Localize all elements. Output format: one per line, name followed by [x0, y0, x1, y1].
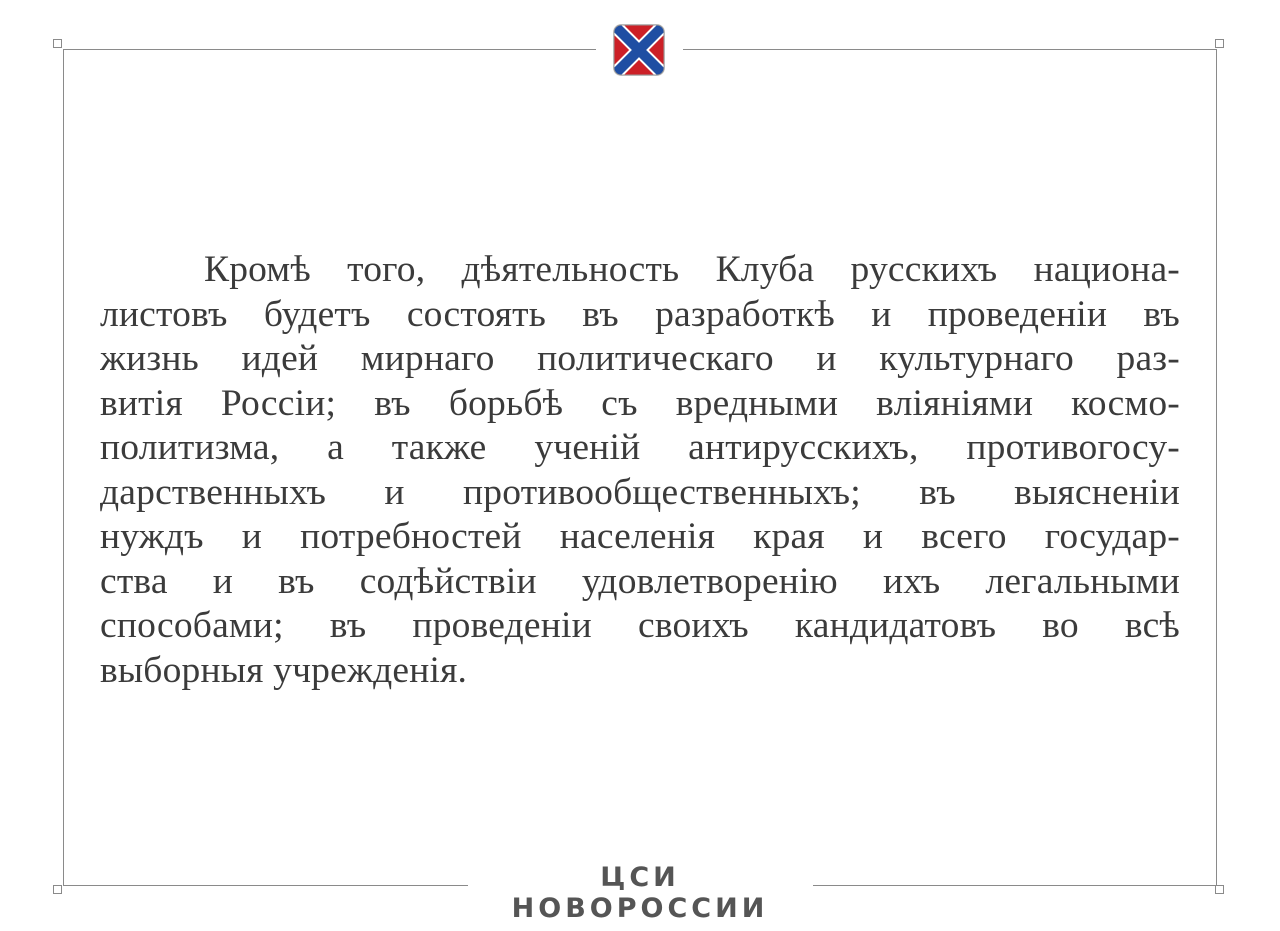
document-line: Кромѣ того, дѣятельность Клуба русскихъ национа- [204, 249, 1180, 290]
document-line: нуждъ и потребностей населенія края и всего государ- [100, 516, 1180, 557]
document-line: витія Россіи; въ борьбѣ съ вредными вліяніями космо- [100, 382, 1180, 424]
frame-top-right-line [683, 49, 1217, 50]
frame-corner-top-left [53, 39, 62, 48]
document-line: жизнь идей мирнаго политическаго и культурнаго раз- [100, 338, 1180, 379]
frame-top-left-line [63, 49, 596, 50]
frame-bottom-right-line [813, 885, 1217, 886]
document-line: политизма, а также ученій антирусскихъ, противогосу- [100, 427, 1180, 468]
frame-corner-bottom-left [53, 885, 62, 894]
footer-label: ЦСИ НОВОРОССИИ [470, 862, 810, 924]
document-paragraph [100, 248, 1180, 693]
frame-corner-top-right [1215, 39, 1224, 48]
document-line: выборныя учрежденія. [100, 649, 468, 691]
document-line: листовъ будетъ состоять въ разработкѣ и проведеніи въ [100, 293, 1180, 335]
frame-bottom-left-line [63, 885, 468, 886]
novorossiya-flag-icon [612, 23, 666, 77]
document-line: способами; въ проведеніи своихъ кандидатовъ во всѣ [100, 605, 1180, 646]
frame-corner-bottom-right [1215, 885, 1224, 894]
frame-right-line [1216, 49, 1217, 886]
document-line: ства и въ содѣйствіи удовлетворенію ихъ легальными [100, 560, 1180, 602]
document-line: дарственныхъ и противообщественныхъ; въ выясненіи [100, 471, 1180, 513]
frame-left-line [63, 49, 64, 886]
